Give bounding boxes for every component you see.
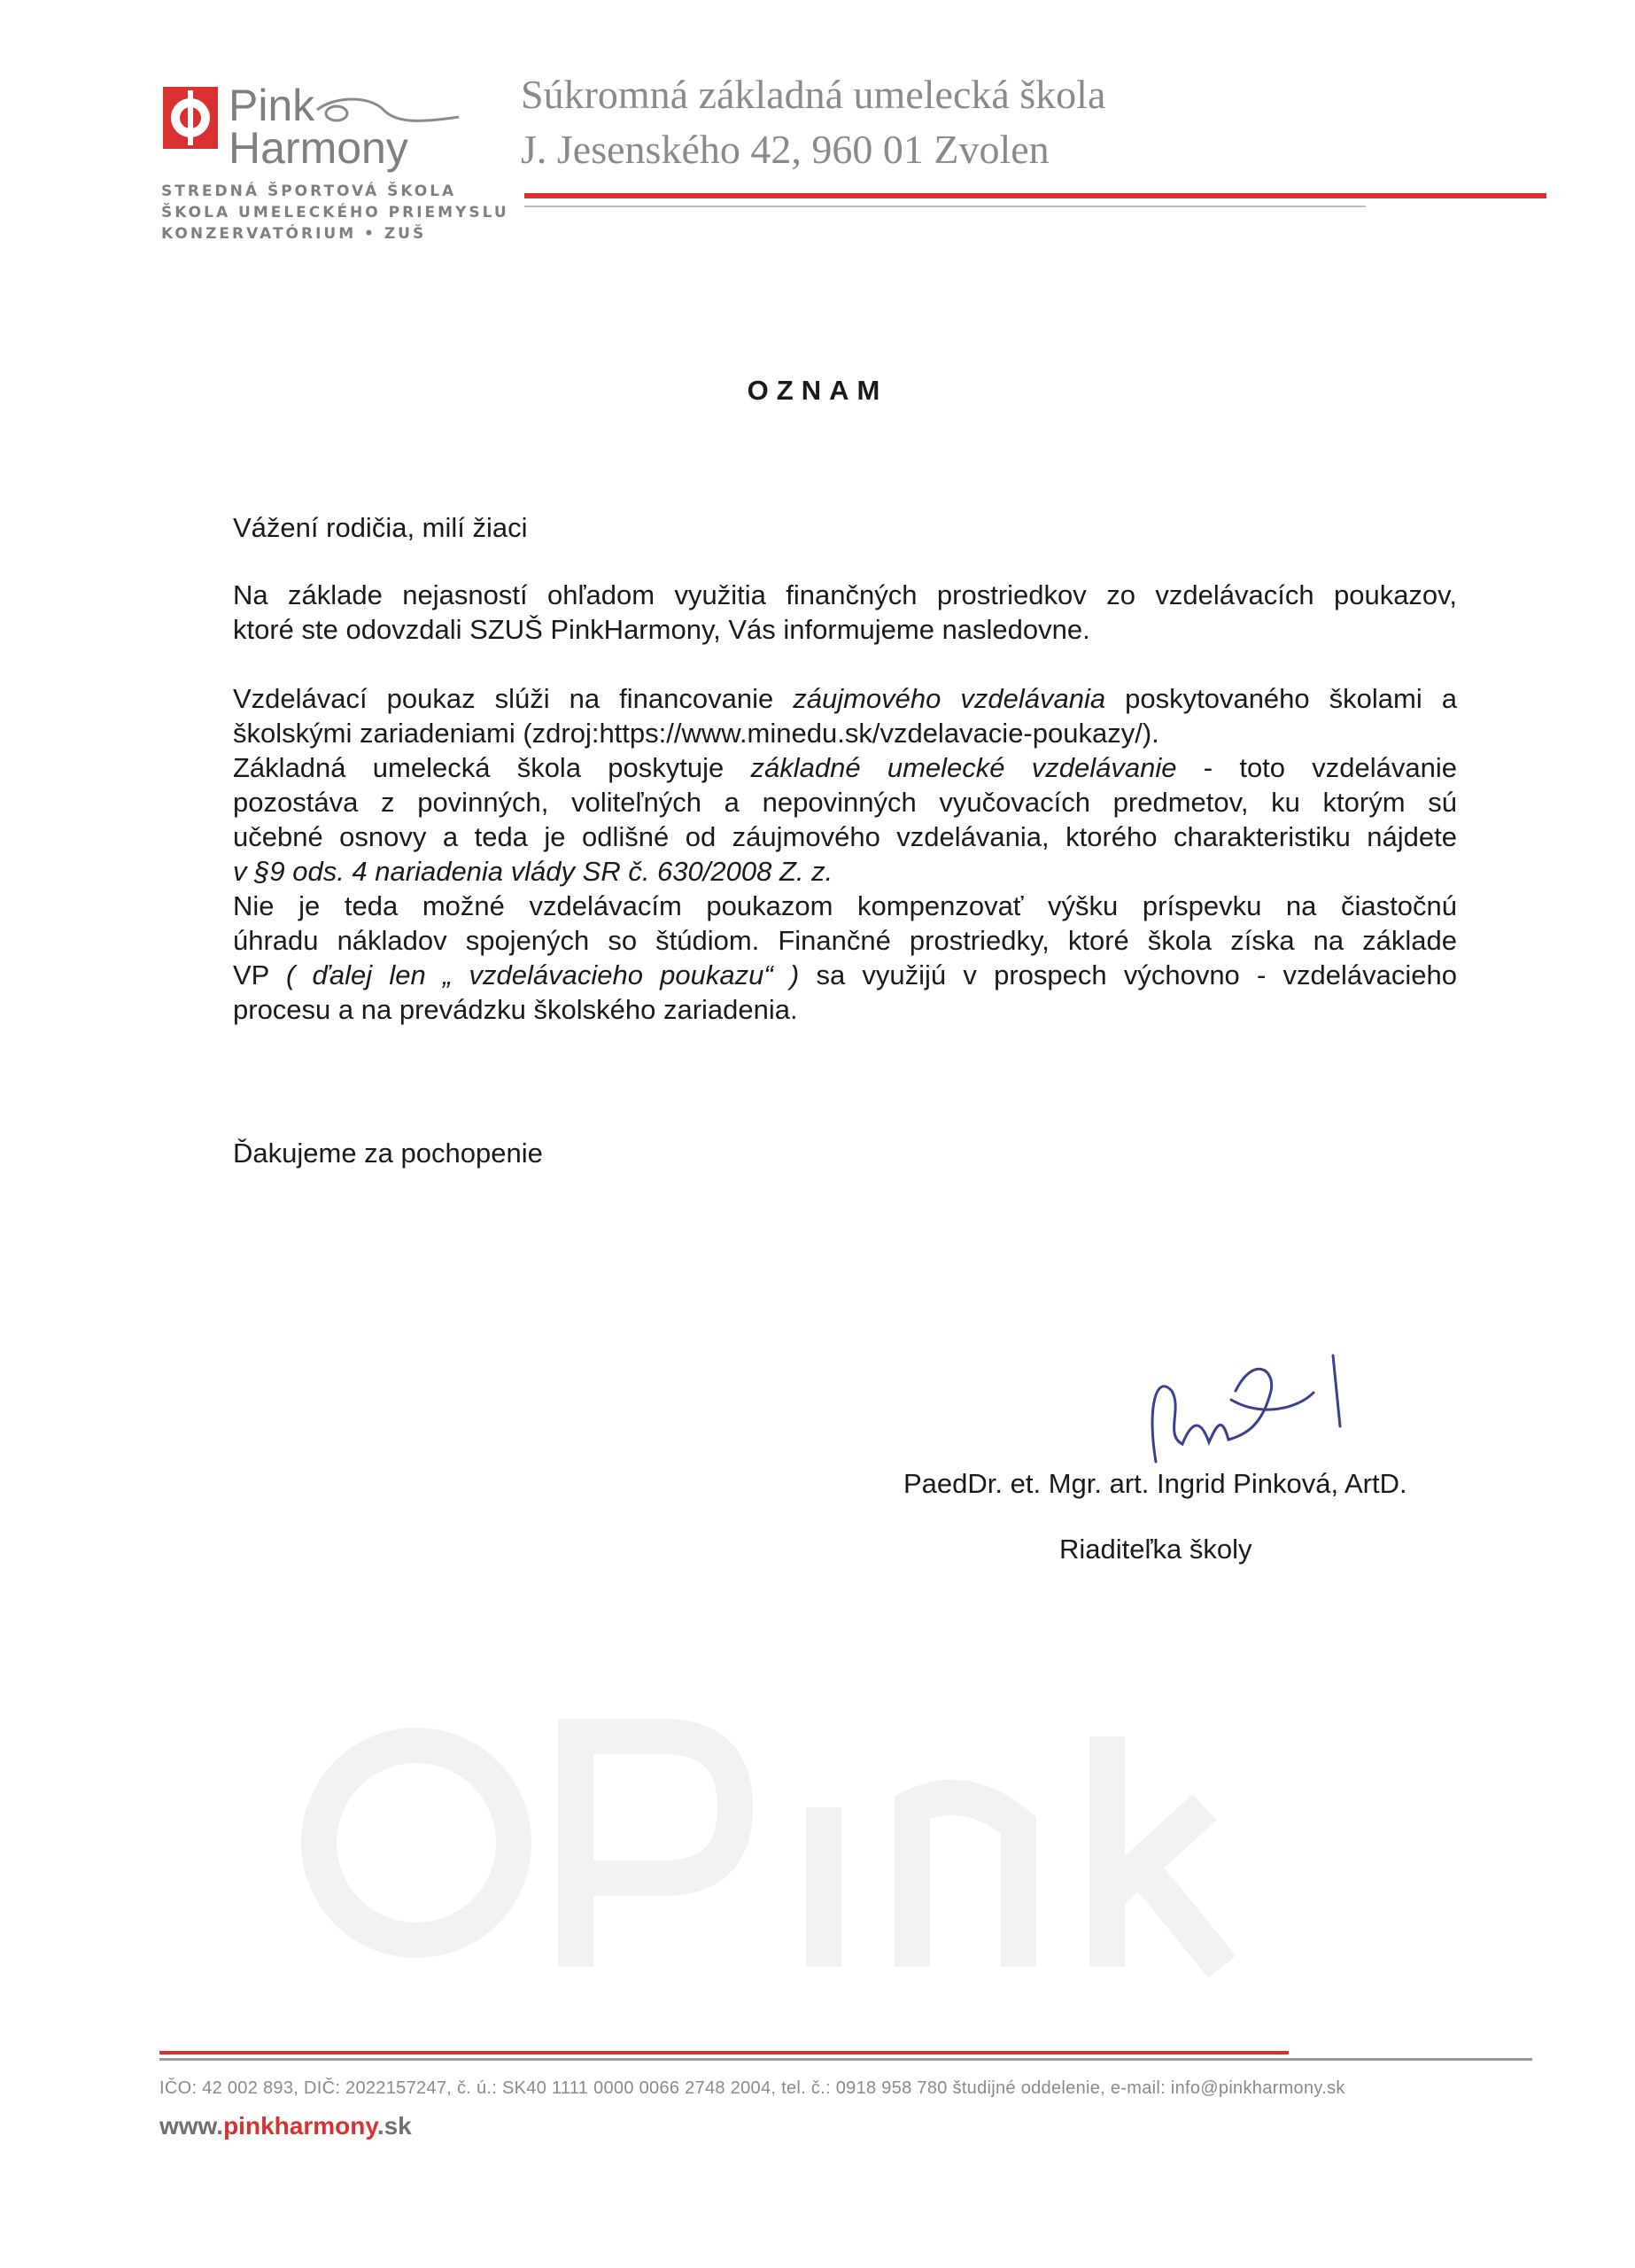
school-address: J. Jesenského 42, 960 01 Zvolen: [521, 127, 1050, 172]
handwritten-signature: [1129, 1338, 1360, 1471]
paragraph-intro: [233, 578, 1457, 647]
logo-brand-harmony: Harmony: [229, 123, 408, 173]
main-line-9: VP ( ďalej len „ vzdelávacieho poukazu“ ) sa využijú v prospech výchovno - vzdelávacieho: [233, 959, 1458, 990]
main-line-8: úhradu nákladov spojených so štúdiom. Finančné prostriedky, ktoré škola získa na základe: [233, 925, 1457, 956]
main-line-10: procesu a na prevádzku školského zariadenia.: [233, 994, 798, 1025]
intro-line-1: Na základe nejasností ohľadom využitia finančných prostriedkov zo vzdelávacích poukazov,: [233, 579, 1457, 610]
signatory-role: Riaditeľka školy: [1059, 1534, 1252, 1565]
footer-website-link[interactable]: www.pinkharmony.sk: [159, 2112, 412, 2140]
notice-title: OZNAM: [747, 375, 888, 406]
signatory-name: PaedDr. et. Mgr. art. Ingrid Pinková, ArtD.: [903, 1468, 1407, 1499]
logo-brand-pink: Pink: [229, 81, 315, 130]
footer-rule-red: [159, 2051, 1289, 2054]
main-line-5: učebné osnovy a teda je odlišné od záujmového vzdelávania, ktorého charakteristiku nájdete: [233, 821, 1457, 852]
footer-contact-info: IČO: 42 002 893, DIČ: 2022157247, č. ú.: SK40 1111 0000 0066 2748 2004, tel. č.: 0918 958 780 študijné oddelenie, e-mail: info@pinkharmony.sk: [159, 2078, 1345, 2098]
closing: Ďakujeme za pochopenie: [233, 1138, 543, 1169]
main-line-3: Základná umelecká škola poskytuje základné umelecké vzdelávanie - toto vzdelávanie: [233, 752, 1458, 783]
logo-subtitle-line-3: KONZERVATÓRIUM • ZUŠ: [161, 225, 427, 243]
main-line-7: Nie je teda možné vzdelávacím poukazom kompenzovať výšku príspevku na čiastočnú: [233, 890, 1457, 921]
main-line-2: školskými zariadeniami (zdroj:https://www.minedu.sk/vzdelavacie-poukazy/).: [233, 718, 1159, 749]
main-line-4: pozostáva z povinných, voliteľných a nepovinných vyučovacích predmetov, ku ktorým sú: [233, 787, 1457, 818]
footer-rule-grey: [159, 2058, 1532, 2061]
logo-watermark: [292, 1630, 1435, 2055]
logo-subtitle-line-1: STREDNÁ ŠPORTOVÁ ŠKOLA: [161, 183, 457, 200]
header-rule-red: [524, 193, 1546, 198]
paragraph-main: [233, 681, 1457, 1027]
logo-subtitle-line-2: ŠKOLA UMELECKÉHO PRIEMYSLU: [161, 204, 509, 221]
school-name: Súkromná základná umelecká škola: [521, 72, 1106, 117]
intro-line-2: ktoré ste odovzdali SZUŠ PinkHarmony, Vás informujeme nasledovne.: [233, 614, 1090, 645]
main-line-6: v §9 ods. 4 nariadenia vlády SR č. 630/2008 Z. z.: [233, 856, 833, 887]
main-line-1: Vzdelávací poukaz slúži na financovanie záujmového vzdelávania poskytovaného školami a: [233, 683, 1457, 714]
header-rule-grey: [524, 206, 1366, 207]
salutation: Vážení rodičia, milí žiaci: [233, 512, 528, 543]
